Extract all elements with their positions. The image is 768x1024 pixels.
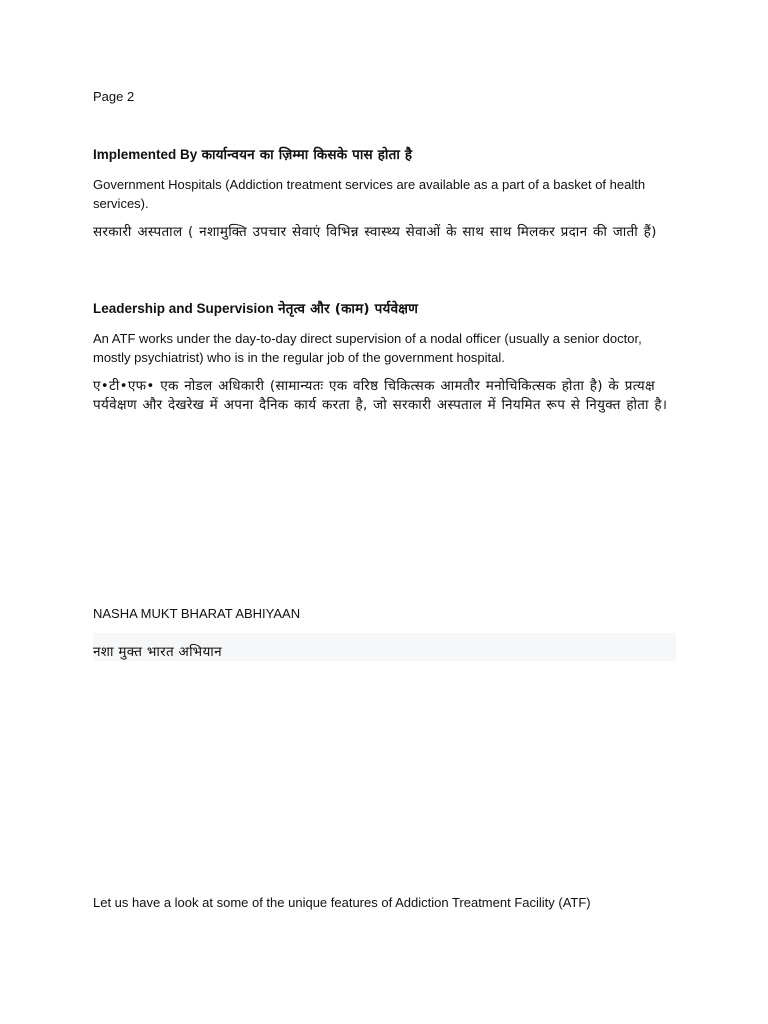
section-heading-leadership xyxy=(93,300,679,318)
paragraph-implemented-by-english: Government Hospitals (Addiction treatment services are available as a part of a basket of health services). xyxy=(93,177,646,211)
heading-english: Leadership and Supervision xyxy=(93,301,274,316)
paragraph-leadership-english: An ATF works under the day-to-day direct supervision of a nodal officer (usually a senior doctor, mostly psychiatrist) who is in the regular job of the government hospital. xyxy=(93,331,642,365)
section-heading-implemented-by xyxy=(93,146,679,164)
page-number-label: Page 2 xyxy=(93,89,135,104)
closing-line: Let us have a look at some of the unique features of Addiction Treatment Facility (ATF) xyxy=(93,895,591,910)
heading-hindi: नेतृत्व और (काम) पर्यवेक्षण xyxy=(278,301,419,317)
heading-hindi: कार्यान्वयन का ज़िम्मा किसके पास होता है xyxy=(201,147,413,163)
program-name-english: NASHA MUKT BHARAT ABHIYAAN xyxy=(93,606,301,621)
program-name-hindi-box xyxy=(93,633,676,661)
paragraph-implemented-by-hindi: सरकारी अस्पताल ( नशामुक्ति उपचार सेवाएं विभिन्न स्वास्थ्य सेवाओं के साथ साथ मिलकर प्रदान की जाती हैं) xyxy=(93,224,657,240)
program-name-hindi: नशा मुक्त भारत अभियान xyxy=(93,644,222,660)
heading-english: Implemented By xyxy=(93,147,198,162)
paragraph-leadership-hindi: ए•टी•एफ• एक नोडल अधिकारी (सामान्यतः एक वरिष्ठ चिकित्सक आमतौर मनोचिकित्सक होता है) के प्रत्यक्ष पर्यवेक्षण और देखरेख में अपना दैनिक कार्य करता है, जो सरकारी अस्पताल में नियमित रूप से नियुक्त होता है। xyxy=(93,378,668,413)
